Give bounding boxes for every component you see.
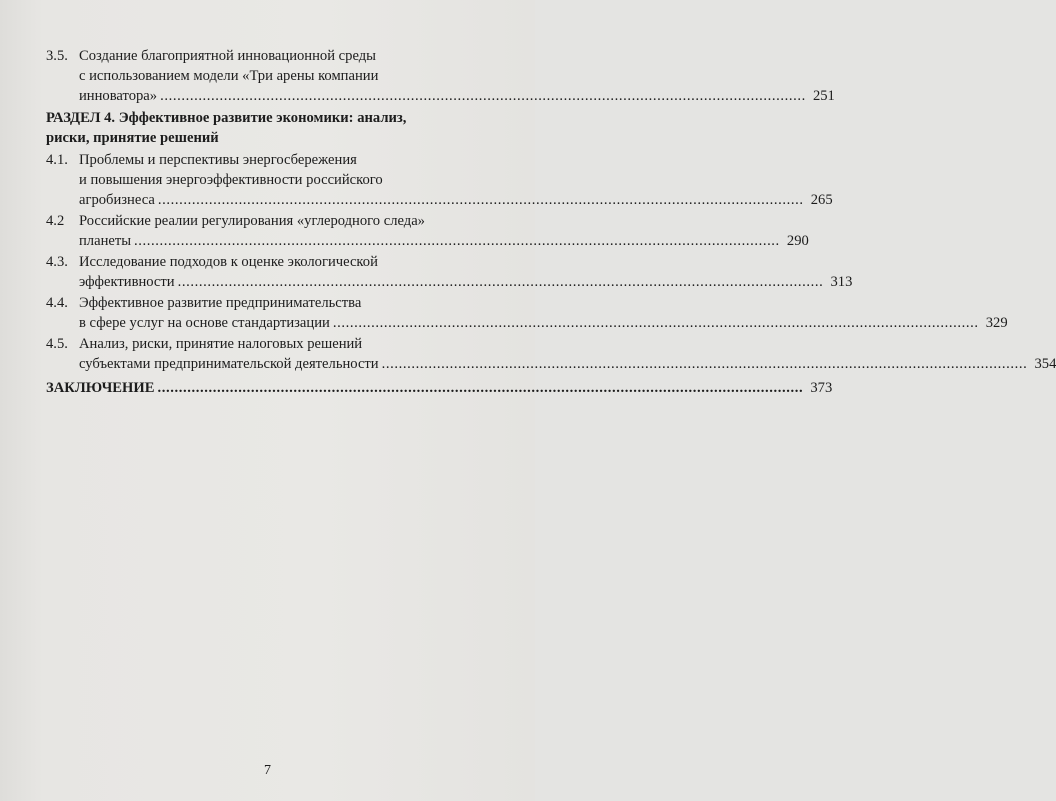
toc-entry-title-line: в сфере услуг на основе стандартизации	[79, 315, 330, 331]
conclusion-label: ЗАКЛЮЧЕНИЕ	[46, 380, 155, 396]
toc-entry-number: 3.5.	[46, 48, 68, 64]
toc-page-number: 329	[985, 315, 1008, 331]
toc-entry-title-line: Российские реалии регулирования «углеродного следа»	[79, 213, 425, 229]
toc-page-number: 354	[1034, 356, 1056, 372]
toc-entry-number: 4.4.	[46, 295, 68, 311]
toc-entry-title-line: с использованием модели «Три арены компании	[79, 68, 379, 84]
section-heading-line: РАЗДЕЛ 4. Эффективное развитие экономики: анализ,	[46, 110, 407, 126]
toc-entry-number: 4.1.	[46, 152, 68, 168]
dot-leader	[157, 378, 803, 398]
toc-entry-title-line: Исследование подходов к оценке экологической	[79, 254, 378, 270]
dot-leader	[178, 272, 824, 292]
toc-entry-number: 4.5.	[46, 336, 68, 352]
section-heading[interactable]	[46, 108, 496, 148]
table-of-contents	[46, 46, 1056, 398]
toc-entry-title-line: Эффективное развитие предпринимательства	[79, 295, 362, 311]
toc-entry-number: 4.3.	[46, 254, 68, 270]
toc-entry-title-line: планеты	[79, 233, 132, 249]
dot-leader	[382, 354, 1028, 374]
page-folio-number: 7	[264, 763, 271, 778]
toc-entry-number: 4.2	[46, 213, 65, 229]
toc-entry-title-line: эффективности	[79, 274, 175, 290]
toc-entry[interactable]	[46, 334, 1056, 374]
toc-entry-title-line: инноватора»	[79, 88, 158, 104]
toc-page-number: 251	[812, 88, 835, 104]
toc-entry[interactable]	[46, 46, 835, 106]
toc-entry[interactable]	[46, 150, 833, 210]
toc-page-number: 373	[810, 380, 833, 396]
toc-entry-title-line: агробизнеса	[79, 192, 155, 208]
toc-page-number: 265	[810, 192, 833, 208]
toc-entry-title-line: Проблемы и перспективы энергосбережения	[79, 152, 357, 168]
toc-entry[interactable]	[46, 252, 853, 292]
toc-conclusion[interactable]	[46, 378, 833, 398]
toc-entry-title-line: Создание благоприятной инновационной среды	[79, 48, 376, 64]
toc-entry[interactable]	[46, 293, 1008, 333]
dot-leader	[160, 86, 806, 106]
toc-entry-title-line: Анализ, риски, принятие налоговых решений	[79, 336, 363, 352]
toc-entry-title-line: субъектами предпринимательской деятельности	[79, 356, 379, 372]
toc-page-number: 313	[830, 274, 853, 290]
toc-page-number: 290	[786, 233, 809, 249]
dot-leader	[333, 313, 979, 333]
dot-leader	[158, 190, 804, 210]
toc-entry-title-line: и повышения энергоэффективности российского	[79, 172, 383, 188]
section-heading-line: риски, принятие решений	[46, 130, 219, 146]
dot-leader	[134, 231, 780, 251]
toc-entry[interactable]	[46, 211, 809, 251]
